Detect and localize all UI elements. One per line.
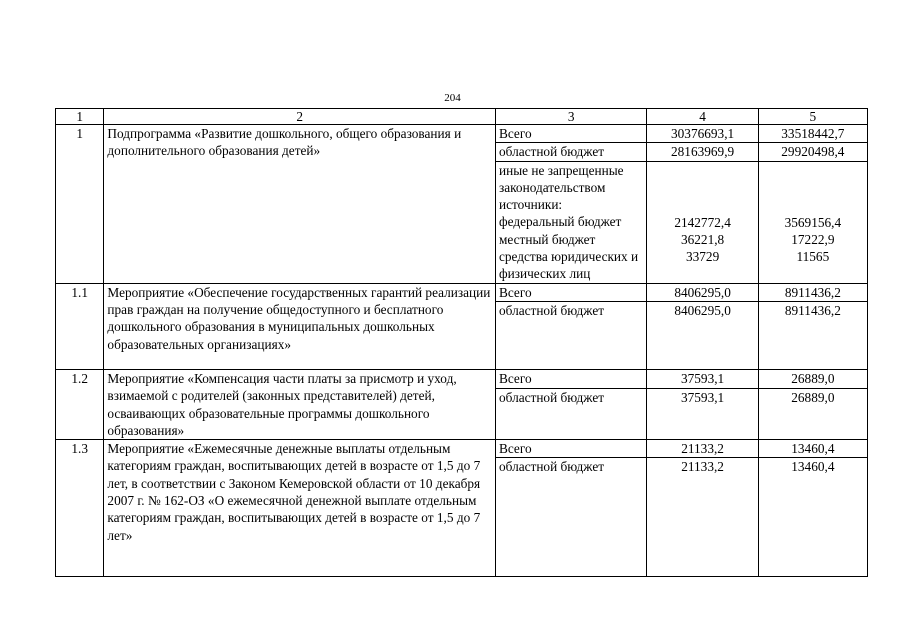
value-col-5: 3569156,4 bbox=[784, 214, 842, 230]
value-col-5: 17222,9 bbox=[791, 231, 835, 247]
budget-table bbox=[55, 108, 868, 577]
funding-source: Всего bbox=[495, 125, 646, 143]
header-cell-2: 2 bbox=[104, 109, 496, 125]
funding-source: местный бюджет bbox=[498, 231, 596, 247]
row-number: 1.1 bbox=[56, 283, 104, 369]
value-col-5: 8911436,2 bbox=[758, 301, 867, 369]
value-col-4: 33729 bbox=[685, 249, 720, 265]
value-col-4: 8406295,0 bbox=[647, 301, 758, 369]
page-number: 204 bbox=[444, 92, 461, 104]
row-name: Мероприятие «Ежемесячные денежные выплаты отдельным категориям граждан, воспитывающих детей в возрасте от 1,5 до 7 лет, в соответствии с Законом Кемеровской области от 10 декабря 2007 г. № 162-ОЗ «О ежемесячной денежной выплате отдельным категориям граждан, воспитывающих детей в возрасте от 1,5 до 7 лет» bbox=[104, 440, 496, 577]
value-group-4 bbox=[647, 161, 758, 283]
funding-source: областной бюджет bbox=[495, 389, 646, 440]
value-col-5: 13460,4 bbox=[758, 440, 867, 458]
table-row bbox=[56, 369, 868, 388]
value-col-4: 21133,2 bbox=[647, 458, 758, 577]
row-name: Мероприятие «Обеспечение государственных гарантий реализации прав граждан на получение общедоступного и бесплатного дошкольного образования в муниципальных дошкольных образовательных организациях» bbox=[104, 283, 496, 369]
funding-source: Всего bbox=[495, 283, 646, 301]
funding-source: областной бюджет bbox=[495, 301, 646, 369]
header-cell-5: 5 bbox=[758, 109, 867, 125]
value-col-4: 36221,8 bbox=[680, 231, 725, 247]
value-col-5: 33518442,7 bbox=[758, 125, 867, 143]
row-number: 1.3 bbox=[56, 440, 104, 577]
value-col-5: 29920498,4 bbox=[758, 143, 867, 161]
header-cell-3: 3 bbox=[495, 109, 646, 125]
value-col-5: 26889,0 bbox=[758, 369, 867, 388]
value-col-5: 13460,4 bbox=[758, 458, 867, 577]
table-row bbox=[56, 440, 868, 458]
value-col-4: 8406295,0 bbox=[647, 283, 758, 301]
row-number: 1 bbox=[56, 125, 104, 284]
value-col-5: 8911436,2 bbox=[758, 283, 867, 301]
funding-source: средства юридических и физических лиц bbox=[498, 249, 639, 282]
value-col-4: 28163969,9 bbox=[647, 143, 758, 161]
table-row bbox=[56, 283, 868, 301]
value-col-5: 26889,0 bbox=[758, 389, 867, 440]
funding-source: Всего bbox=[495, 440, 646, 458]
header-row bbox=[56, 109, 868, 125]
funding-source-group bbox=[495, 161, 646, 283]
funding-source: Всего bbox=[495, 369, 646, 388]
row-name: Мероприятие «Компенсация части платы за присмотр и уход, взимаемой с родителей (законных представителей) детей, осваивающих образовательные программы дошкольного образования» bbox=[104, 369, 496, 439]
value-col-4: 21133,2 bbox=[647, 440, 758, 458]
funding-source: федеральный бюджет bbox=[498, 214, 622, 230]
funding-source: иные не запрещенные законодательством источники: bbox=[498, 162, 624, 213]
funding-source: областной бюджет bbox=[495, 143, 646, 161]
value-col-4: 2142772,4 bbox=[674, 214, 731, 230]
row-name: Подпрограмма «Развитие дошкольного, общего образования и дополнительного образования детей» bbox=[104, 125, 496, 284]
funding-source: областной бюджет bbox=[495, 458, 646, 577]
value-col-4: 37593,1 bbox=[647, 369, 758, 388]
header-cell-1: 1 bbox=[56, 109, 104, 125]
row-number: 1.2 bbox=[56, 369, 104, 439]
value-col-5: 11565 bbox=[796, 249, 830, 265]
value-col-4: 30376693,1 bbox=[647, 125, 758, 143]
value-group-5 bbox=[758, 161, 867, 283]
header-cell-4: 4 bbox=[647, 109, 758, 125]
table-row bbox=[56, 125, 868, 143]
value-col-4: 37593,1 bbox=[647, 389, 758, 440]
